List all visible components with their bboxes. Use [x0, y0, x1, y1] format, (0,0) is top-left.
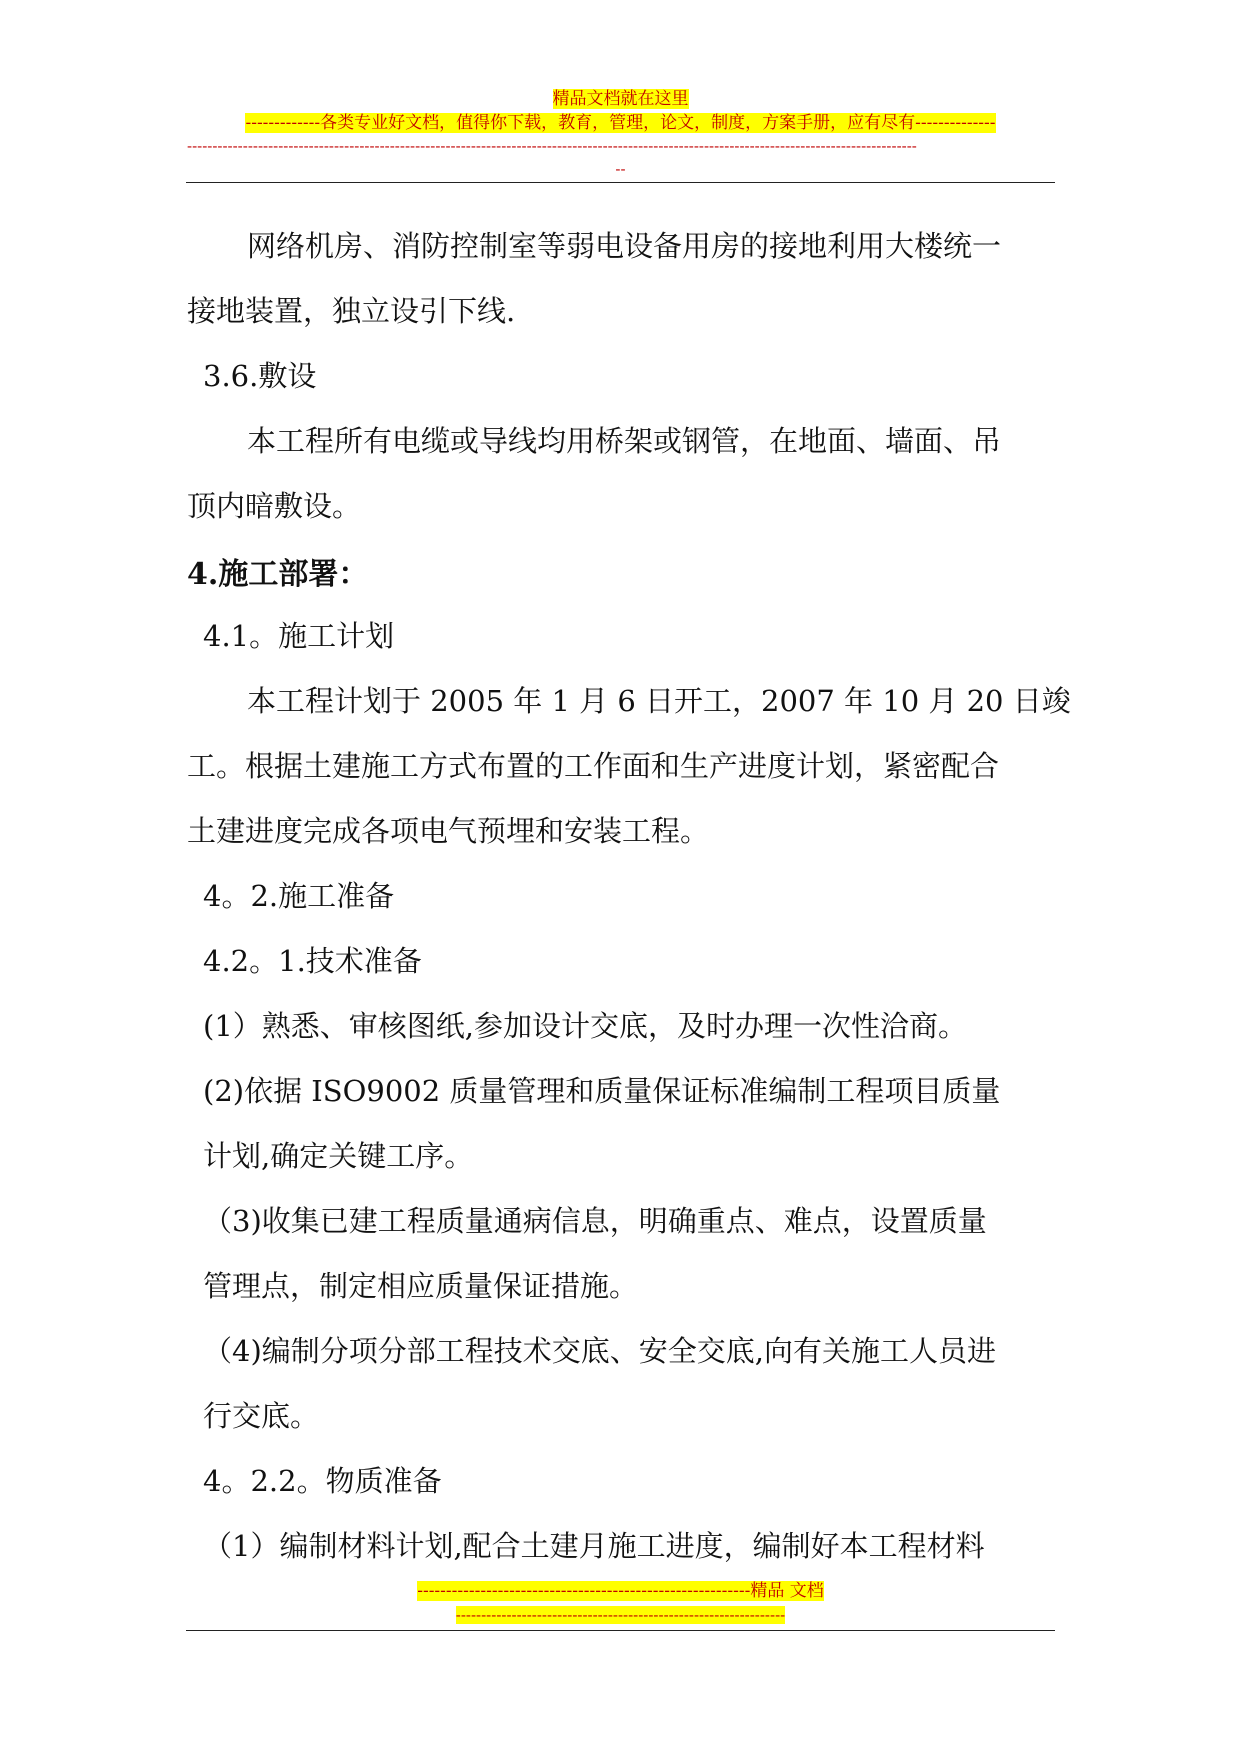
- section-heading-3-6: 3.6.敷设: [203, 359, 317, 393]
- list-item: (1）熟悉、审核图纸,参加设计交底，及时办理一次性洽商。: [203, 1009, 967, 1043]
- section-heading-4-1: 4.1。施工计划: [203, 619, 395, 653]
- list-item: (2)依据 ISO9002 质量管理和质量保证标准编制工程项目质量: [203, 1074, 1001, 1108]
- header-title: 精品文档就在这里: [552, 89, 689, 109]
- footer-dash-line: -----------------------------------------------------------------: [455, 1606, 786, 1624]
- paragraph-line: 顶内暗敷设。: [187, 489, 362, 523]
- list-item: （4)编制分项分部工程技术交底、安全交底,向有关施工人员进: [203, 1334, 996, 1368]
- list-item: （1）编制材料计划,配合土建月施工进度，编制好本工程材料: [203, 1529, 985, 1563]
- header-rule: [186, 182, 1055, 183]
- footer-label: ----------------------------------------------------------精品 文档: [417, 1581, 824, 1601]
- section-heading-4-2-1: 4.2。1.技术准备: [203, 944, 422, 978]
- list-item-continued: 管理点，制定相应质量保证措施。: [203, 1269, 639, 1303]
- section-heading-4-2-2: 4。2.2。物质准备: [203, 1464, 442, 1498]
- header-dash-tail: --: [615, 160, 626, 178]
- paragraph-line: 本工程计划于 2005 年 1 月 6 日开工，2007 年 10 月 20 日竣: [247, 684, 1071, 718]
- paragraph-line: 土建进度完成各项电气预埋和安装工程。: [187, 814, 710, 848]
- header-tagline: -------------各类专业好文档，值得你下载，教育，管理，论文，制度，方案手册，应有尽有--------------: [245, 113, 996, 133]
- footer-rule: [186, 1630, 1055, 1631]
- paragraph-line: 工。根据土建施工方式布置的工作面和生产进度计划，紧密配合: [187, 749, 1000, 783]
- header-dash-line: ------------------------------------------------------------------------------------------------------------------------------------------------: [187, 137, 917, 155]
- section-heading-4: 4.施工部署：: [187, 557, 369, 592]
- paragraph-line: 本工程所有电缆或导线均用桥架或钢管，在地面、墙面、吊: [247, 424, 1002, 458]
- paragraph-line: 接地装置，独立设引下线.: [187, 294, 516, 328]
- list-item: （3)收集已建工程质量通病信息，明确重点、难点，设置质量: [203, 1204, 987, 1238]
- list-item-continued: 行交底。: [203, 1399, 320, 1433]
- list-item-continued: 计划,确定关键工序。: [203, 1139, 474, 1173]
- paragraph-line: 网络机房、消防控制室等弱电设备用房的接地利用大楼统一: [247, 229, 1002, 263]
- section-heading-4-2: 4。2.施工准备: [203, 879, 395, 913]
